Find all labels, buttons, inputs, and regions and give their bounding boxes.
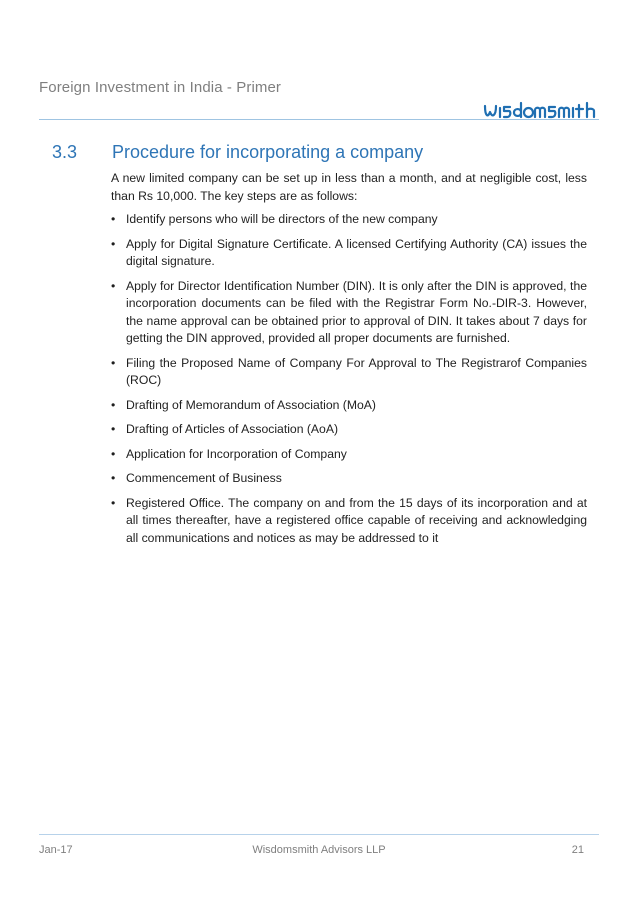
bullet-marker: • [111, 212, 116, 226]
list-item-text: Drafting of Memorandum of Association (MoA) [126, 397, 376, 412]
list-item-text: Identify persons who will be directors of the new company [126, 212, 438, 226]
bullet-marker: • [111, 471, 116, 485]
list-item [111, 495, 587, 548]
list-item-text: Apply for Director Identification Number (DIN). It is only after the DIN is approved, the incorporation documents can be filed with the Registrar Form No.-DIR-3. However, the name approval can be obtained prior to approval of DIN. It takes about 7 days for getting the DIN approved, provided all proper documents are furnished. [126, 278, 587, 345]
section-body [111, 170, 587, 554]
section-number: 3.3 [52, 142, 78, 162]
section-heading: Procedure for incorporating a company [112, 142, 424, 162]
footer-company: Wisdomsmith Advisors LLP [252, 844, 386, 856]
bullet-marker: • [111, 236, 116, 251]
list-item-text: Drafting of Articles of Association (AoA) [126, 422, 339, 436]
list-item [111, 446, 587, 464]
list-item [111, 211, 587, 229]
bullet-marker: • [111, 355, 116, 370]
list-item [111, 236, 587, 271]
document-header-title: Foreign Investment in India - Primer [39, 79, 282, 96]
bullet-marker: • [111, 278, 116, 293]
bullet-marker: • [111, 397, 116, 412]
list-item-text: Registered Office. The company on and from the 15 days of its incorporation and at all times thereafter, have a registered office capable of receiving and acknowledging all communications and notices as may be addressed to it [126, 495, 587, 545]
list-item [111, 421, 587, 439]
steps-list [111, 211, 587, 547]
header-divider [39, 119, 599, 120]
footer-date: Jan-17 [39, 844, 73, 856]
footer-divider [39, 834, 599, 835]
list-item-text: Apply for Digital Signature Certificate. A licensed Certifying Authority (CA) issues the digital signature. [126, 236, 587, 268]
intro-paragraph: A new limited company can be set up in less than a month, and at negligible cost, less than Rs 10,000. The key steps are as follows: [111, 171, 587, 203]
list-item-text: Commencement of Business [126, 471, 282, 485]
bullet-marker: • [111, 446, 116, 461]
list-item-text: Application for Incorporation of Company [126, 446, 347, 461]
list-item [111, 397, 587, 415]
list-item [111, 470, 587, 488]
page-number: 21 [571, 844, 584, 856]
bullet-marker: • [111, 422, 116, 436]
bullet-marker: • [111, 495, 116, 510]
list-item-text: Filing the Proposed Name of Company For Approval to The Registrarof Companies (ROC) [126, 355, 587, 387]
list-item [111, 278, 587, 348]
list-item [111, 355, 587, 390]
